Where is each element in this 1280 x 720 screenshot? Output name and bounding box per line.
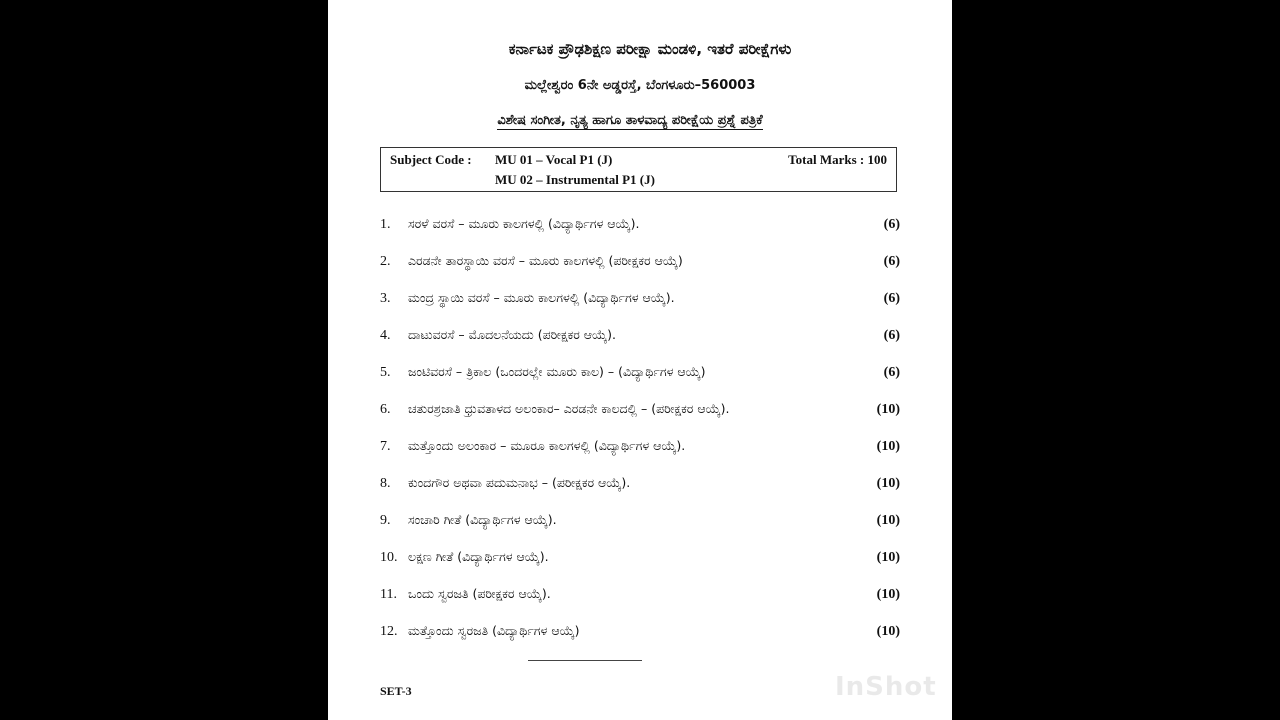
question-number: 9. bbox=[380, 513, 391, 528]
question-item bbox=[328, 251, 952, 273]
question-marks: (10) bbox=[876, 476, 900, 491]
question-number: 11. bbox=[380, 587, 397, 602]
question-marks: (10) bbox=[876, 550, 900, 565]
subject-code-box bbox=[380, 147, 897, 192]
board-address: ಮಲ್ಲೇಶ್ವರಂ 6ನೇ ಅಡ್ಡರಸ್ತೆ, ಬೆಂಗಳೂರು–560003 bbox=[524, 78, 756, 93]
question-number: 7. bbox=[380, 439, 391, 454]
question-marks: (10) bbox=[876, 439, 900, 454]
question-text: ಕುಂದಗೌರ ಅಥವಾ ಪದುಮನಾಭ – (ಪರೀಕ್ಷಕರ ಆಯ್ಕೆ). bbox=[408, 475, 631, 490]
question-marks: (6) bbox=[883, 291, 900, 306]
question-text: ಮತ್ತೊಂದು ಸ್ವರಜತಿ (ವಿದ್ಯಾರ್ಥಿಗಳ ಆಯ್ಕೆ) bbox=[408, 623, 580, 638]
question-text: ಚತುರಶ್ರಜಾತಿ ಧ್ರುವತಾಳದ ಅಲಂಕಾರ– ಎರಡನೇ ಕಾಲದಲ್ಲಿ – (ಪರೀಕ್ಷಕರ ಆಯ್ಕೆ). bbox=[408, 401, 730, 416]
subject-code-label: Subject Code : bbox=[390, 152, 472, 167]
question-text: ಸಂಚಾರಿ ಗೀತೆ (ವಿದ್ಯಾರ್ಥಿಗಳ ಆಯ್ಕೆ). bbox=[408, 512, 557, 527]
question-marks: (10) bbox=[876, 624, 900, 639]
question-text: ಸರಳೆ ವರಸೆ – ಮೂರು ಕಾಲಗಳಲ್ಲಿ (ವಿದ್ಯಾರ್ಥಿಗಳ ಆಯ್ಕೆ). bbox=[408, 216, 640, 231]
question-item bbox=[328, 510, 952, 532]
question-item bbox=[328, 436, 952, 458]
question-item bbox=[328, 214, 952, 236]
question-number: 12. bbox=[380, 624, 398, 639]
question-text: ದಾಟುವರಸೆ – ಮೊದಲನೆಯದು (ಪರೀಕ್ಷಕರ ಆಯ್ಕೆ). bbox=[408, 327, 616, 342]
question-text: ಎರಡನೇ ತಾರಸ್ಥಾಯಿ ವರಸೆ – ಮೂರು ಕಾಲಗಳಲ್ಲಿ (ಪರೀಕ್ಷಕರ ಆಯ್ಕೆ) bbox=[408, 253, 683, 268]
question-number: 1. bbox=[380, 217, 391, 232]
question-item bbox=[328, 621, 952, 643]
board-title: ಕರ್ನಾಟಕ ಪ್ರೌಢಶಿಕ್ಷಣ ಪರೀಕ್ಷಾ ಮಂಡಳಿ, ಇತರೆ ಪರೀಕ್ಷೆಗಳು bbox=[508, 40, 792, 58]
question-text: ಮತ್ತೊಂದು ಅಲಂಕಾರ – ಮೂರೂ ಕಾಲಗಳಲ್ಲಿ (ವಿದ್ಯಾರ್ಥಿಗಳ ಆಯ್ಕೆ). bbox=[408, 438, 686, 453]
question-marks: (6) bbox=[883, 217, 900, 232]
question-item bbox=[328, 325, 952, 347]
question-number: 8. bbox=[380, 476, 391, 491]
question-number: 5. bbox=[380, 365, 391, 380]
question-number: 10. bbox=[380, 550, 398, 565]
question-item bbox=[328, 399, 952, 421]
question-marks: (6) bbox=[883, 365, 900, 380]
subject-code-instrumental: MU 02 – Instrumental P1 (J) bbox=[495, 172, 655, 187]
question-text: ಒಂದು ಸ್ವರಜತಿ (ಪರೀಕ್ಷಕರ ಆಯ್ಕೆ). bbox=[408, 586, 551, 601]
question-item bbox=[328, 473, 952, 495]
question-marks: (10) bbox=[876, 513, 900, 528]
inshot-watermark: InShot bbox=[835, 672, 937, 702]
set-label: SET-3 bbox=[380, 684, 412, 698]
question-item bbox=[328, 584, 952, 606]
question-marks: (6) bbox=[883, 328, 900, 343]
question-marks: (10) bbox=[876, 587, 900, 602]
total-marks: Total Marks : 100 bbox=[788, 152, 887, 167]
end-divider bbox=[528, 660, 642, 661]
question-item bbox=[328, 362, 952, 384]
paper-subtitle bbox=[318, 113, 942, 128]
question-item bbox=[328, 547, 952, 569]
question-paper-page bbox=[328, 0, 952, 720]
question-item bbox=[328, 288, 952, 310]
question-number: 6. bbox=[380, 402, 391, 417]
question-number: 4. bbox=[380, 328, 391, 343]
question-text: ಜಂಟಿವರಸೆ – ತ್ರಿಕಾಲ (ಒಂದರಲ್ಲೇ ಮೂರು ಕಾಲ) – (ವಿದ್ಯಾರ್ಥಿಗಳ ಆಯ್ಕೆ) bbox=[408, 364, 706, 379]
question-number: 3. bbox=[380, 291, 391, 306]
question-text: ಲಕ್ಷಣ ಗೀತೆ (ವಿದ್ಯಾರ್ಥಿಗಳ ಆಯ್ಕೆ). bbox=[408, 549, 549, 564]
paper-subtitle-text: ವಿಶೇಷ ಸಂಗೀತ, ನೃತ್ಯ ಹಾಗೂ ತಾಳವಾದ್ಯ ಪರೀಕ್ಷೆಯ ಪ್ರಶ್ನೆ ಪತ್ರಿಕೆ bbox=[497, 113, 763, 128]
question-text: ಮಂದ್ರ ಸ್ಥಾಯಿ ವರಸೆ – ಮೂರು ಕಾಲಗಳಲ್ಲಿ (ವಿದ್ಯಾರ್ಥಿಗಳ ಆಯ್ಕೆ). bbox=[408, 290, 675, 305]
question-marks: (10) bbox=[876, 402, 900, 417]
question-marks: (6) bbox=[883, 254, 900, 269]
subject-code-vocal: MU 01 – Vocal P1 (J) bbox=[495, 152, 613, 167]
question-number: 2. bbox=[380, 254, 391, 269]
